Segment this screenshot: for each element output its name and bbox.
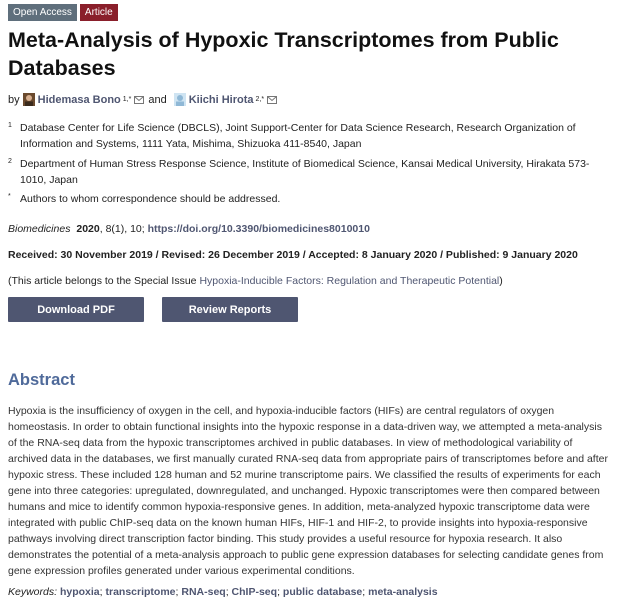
affiliation-number: * [8,193,11,200]
article-type-badge: Article [80,4,118,21]
author-affil-sup: 2,* [255,96,265,103]
publication-dates: Received: 30 November 2019 / Revised: 26 December 2019 / Accepted: 8 January 2020 / Published: 9 January 2020 [8,249,578,261]
keyword-link[interactable]: RNA-seq [181,586,226,598]
keyword-separator: ; [277,586,283,598]
review-reports-button[interactable]: Review Reports [162,297,298,322]
affiliation-line: Authors to whom correspondence should be addressed. [20,193,281,205]
journal-name: Biomedicines [8,223,71,235]
affiliation-number: 2 [8,158,12,165]
keywords-label: Keywords: [8,586,58,598]
author-avatar-icon [174,93,186,106]
by-label: by [8,93,20,106]
abstract-line: demonstrates the potential of a meta-analysis approach to public gene expression databases for selecting candidate genes from [8,548,604,561]
special-issue-note [8,275,503,287]
email-icon[interactable] [134,96,144,104]
special-issue-suffix: ) [499,275,503,287]
author-avatar-icon [23,93,35,106]
author-affil-sup: 1,* [122,96,132,103]
special-issue-link[interactable]: Hypoxia-Inducible Factors: Regulation and Therapeutic Potential [199,275,500,287]
abstract-body [8,404,624,579]
abstract-line: gene expression profiles generated under various experimental conditions. [8,564,355,577]
affiliation-line: Database Center for Life Science (DBCLS), Joint Support-Center for Data Science Research, Research Organization of [20,122,576,134]
abstract-line: Hypoxia is the insufficiency of oxygen in the cell, and hypoxia-inducible factors (HIFs) are central regulators of oxygen [8,405,555,417]
affiliation-line: Information and Systems, 1111 Yata, Mishima, Shizuoka 411-8540, Japan [20,137,362,150]
keyword-separator: ; [175,586,182,598]
abstract-line: pathways involving direct transcription factor binding. This study provides a useful resource for hypoxia research. It also [8,532,563,545]
author-line [8,93,277,106]
abstract-line: integrated with public ChIP-seq data on the known human HIFs, HIF-1 and HIF-2, to provide insights into hypoxia-responsive [8,516,588,529]
keyword-link[interactable]: public database [282,586,363,598]
keyword-separator: ; [99,586,106,598]
keyword-link[interactable]: meta-analysis [368,586,438,598]
special-issue-prefix: (This article belongs to the Special Issue [8,275,200,287]
abstract-line: homeostasis. In order to obtain functional insights into the hypoxic response in a data-driven way, we attempted a meta-analysis [8,420,602,433]
abstract-line: of the RNA-seq data from the hypoxic transcriptomes archived in public databases. In view of methodological variability of [8,436,573,449]
keyword-link[interactable]: hypoxia [59,586,100,598]
abstract-line: hypoxic stress. These included 128 human and 52 murine transcriptome pairs. We classified the results of experiments for each [8,468,601,481]
doi-link[interactable]: https://doi.org/10.3390/biomedicines8010010 [147,223,370,235]
citation-volume: , 8(1), 10; [99,223,148,235]
affiliation-line: 1010, Japan [20,173,78,186]
keyword-link[interactable]: ChIP-seq [231,586,278,598]
email-icon[interactable] [267,96,277,104]
author-link-hirota[interactable]: Kiichi Hirota [188,93,254,106]
open-access-badge: Open Access [8,4,77,21]
citation-line [8,223,370,235]
citation-year: 2020 [76,223,100,235]
abstract-line: archived data in the databases, we first manually curated RNA-seq data from appropriate pairs of transcriptomes before and after [8,452,608,465]
keyword-separator: ; [225,586,232,598]
abstract-heading: Abstract [8,371,75,389]
keywords-line [8,586,438,598]
affiliation-number: 1 [8,122,12,129]
abstract-line: gene into three categories: upregulated, downregulated, and unchanged. Hypoxic transcriptomes were then compared between [8,484,600,497]
article-title: Meta-Analysis of Hypoxic Transcriptomes from Public Databases [8,28,559,80]
abstract-line: humans and mice to identify common hypoxia-responsive genes. In addition, meta-analyzed hypoxic transcriptome data were [8,500,590,513]
author-link-bono[interactable]: Hidemasa Bono [37,93,121,106]
affiliation-line: Department of Human Stress Response Science, Institute of Biomedical Science, Kansai Medical University, Hirakata 573- [20,158,590,170]
download-pdf-button[interactable]: Download PDF [8,297,144,322]
badge-group [8,4,118,21]
and-label: and [148,93,167,106]
keyword-separator: ; [362,586,369,598]
keyword-link[interactable]: transcriptome [105,586,176,598]
